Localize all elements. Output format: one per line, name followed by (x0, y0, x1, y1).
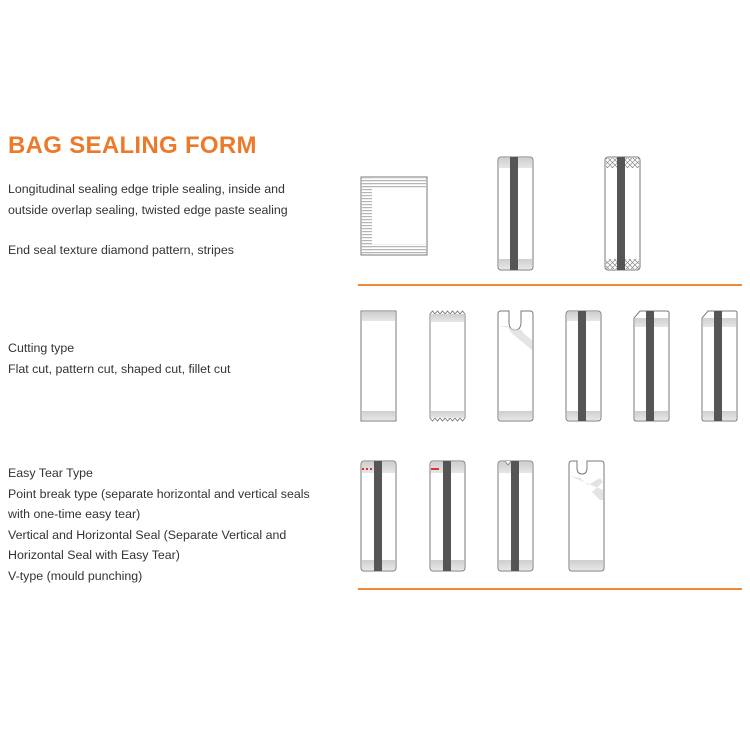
tear-mark-dot (362, 468, 364, 470)
tear-mark-line (431, 468, 439, 470)
tear-mark-dot (366, 468, 368, 470)
bag-pattern-cut (430, 311, 465, 421)
easy-tear-line-5: Horizontal Seal with Easy Tear) (8, 548, 180, 562)
bag-center-seal-flat-cut (566, 311, 601, 421)
sealing-line-2: outside overlap sealing, twisted edge paste sealing (8, 202, 288, 217)
easy-tear-line-6: V-type (mould punching) (8, 568, 143, 583)
bag-center-seal-flat-end (498, 157, 533, 270)
cutting-heading: Cutting type (8, 341, 75, 355)
bag-point-break-tear (361, 461, 396, 571)
bag-v-notch-tear (498, 461, 533, 571)
easy-tear-heading: Easy Tear Type (8, 466, 93, 480)
easy-tear-line-2: Point break type (separate horizontal and vertical seals (8, 486, 310, 501)
bag-center-seal-diamond-end (605, 157, 640, 270)
bag-fillet-cut-right (702, 311, 737, 421)
bag-shaped-v-punch (569, 461, 604, 571)
bag-vertical-horizontal-tear (430, 461, 465, 571)
cutting-types: Flat cut, pattern cut, shaped cut, fillet cut (8, 361, 231, 376)
sealing-line-1: Longitudinal sealing edge triple sealing, inside and (8, 182, 285, 196)
tear-mark-dot (370, 468, 372, 470)
page-title: BAG SEALING FORM (8, 132, 257, 159)
bag-flat-cut (361, 311, 396, 421)
bag-three-side-seal (361, 177, 427, 255)
easy-tear-line-4: Vertical and Horizontal Seal (Separate Vertical and (8, 527, 287, 542)
easy-tear-line-3: with one-time easy tear) (8, 507, 141, 521)
end-seal-line: End seal texture diamond pattern, stripes (8, 243, 234, 257)
bag-shaped-cut (498, 311, 533, 421)
bag-fillet-cut-left (634, 311, 669, 421)
